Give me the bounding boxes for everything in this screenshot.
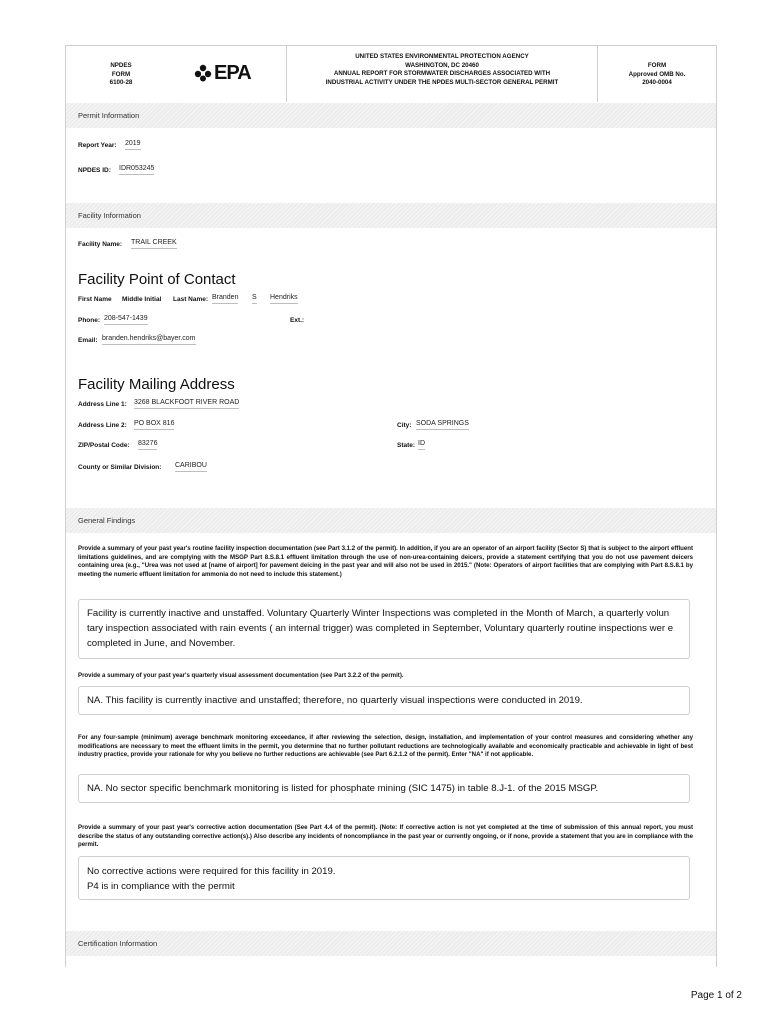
contact-heading: Facility Point of Contact [78,271,236,288]
section-header-certification: Certification Information [66,931,716,956]
agency-line: WASHINGTON, DC 20460 [405,61,479,69]
question-benchmark-exceedance: For any four-sample (minimum) average benchmark monitoring exceedance, if after reviewing the selection, design, installation, and implementation of your control measures and considering whether any modifications are necessary to meet the effluent limits in the permit, you determine that no further pollutant reductions are technologically available and economically practicable and achievable in light of best industry practice, provide your rationale for why you believe no further reductions are achievable (see Part 6.2.1.2 of the permit). Enter "NA" if not applicable. [78,734,693,759]
report-year-label: Report Year: [78,142,117,149]
county-field[interactable]: CARIBOU [175,462,207,472]
facility-name-label: Facility Name: [78,241,123,248]
middle-initial-field[interactable]: S [252,294,257,304]
answer-corrective-action[interactable] [78,856,690,900]
omb-line: 2040-0004 [642,79,672,86]
agency-line: UNITED STATES ENVIRONMENTAL PROTECTION AGENCY [355,53,529,60]
form-header [66,46,716,102]
epa-logo [194,62,258,84]
omb-line: FORM [647,62,667,69]
form-number-block [66,46,176,102]
phone-label: Phone: [78,317,101,324]
answer-corrective-action-line: P4 is in compliance with the permit [87,881,235,892]
phone-field[interactable]: 208-547-1439 [104,315,148,325]
address1-label: Address Line 1: [78,401,127,408]
address2-field[interactable]: PO BOX 816 [134,420,174,430]
city-label: City: [397,422,412,429]
omb-block [598,46,716,102]
first-name-field[interactable]: Branden [212,294,238,304]
report-year-field[interactable]: 2019 [125,140,141,150]
answer-visual-assessment[interactable]: NA. This facility is currently inactive and unstaffed; therefore, no quarterly visual inspections were conducted in 2019. [78,686,690,715]
state-field[interactable]: ID [418,440,425,450]
question-routine-inspection: Provide a summary of your past year's routine facility inspection documentation (see Part 3.1.2 of the permit). In addition, if you are an operator of an airport facility (Sector S) that is subject to the airport effluent limitations guidelines, and are complying with the MSGP Part 8.S.8.1 effluent limitation through the use of non-urea-containing deicers, provide a statement certifying that you do not use pavement deicers containing urea (e.g., "Urea was not used at [name of airport] for pavement deicing in the past year and will also not be used in 2015." (Note: Operators of airport facilities that are complying with Part 8.S.8.1 by meeting the numeric effluent limitation for ammonia do not need to include this statement.) [78,545,693,579]
epa-flower-icon [194,64,212,82]
last-name-label: Last Name: [173,296,209,303]
middle-initial-label: Middle Initial [122,296,162,303]
npdes-id-field[interactable]: IDR053245 [119,165,154,175]
section-header-findings: General Findings [66,508,716,533]
agency-line: INDUSTRIAL ACTIVITY UNDER THE NPDES MULTI-SECTOR GENERAL PERMIT [325,78,559,86]
form-number-line: NPDES [110,62,132,69]
email-label: Email: [78,337,98,344]
annual-report-form [65,45,717,967]
agency-title-block [286,46,598,102]
ext-label: Ext.: [290,317,305,324]
address1-field[interactable]: 3268 BLACKFOOT RIVER ROAD [134,399,239,409]
omb-line: Approved OMB No. [628,70,686,78]
facility-name-field[interactable]: TRAIL CREEK [131,239,177,249]
last-name-field[interactable]: Hendriks [270,294,298,304]
state-label: State: [397,442,416,449]
agency-line: ANNUAL REPORT FOR STORMWATER DISCHARGES ASSOCIATED WITH [333,70,551,77]
email-field[interactable]: branden.hendriks@bayer.com [102,335,196,345]
answer-corrective-action-line: No corrective actions were required for this facility in 2019. [87,866,336,877]
epa-logo-text: EPA [214,62,251,84]
form-number-line: 6100-28 [109,79,133,86]
answer-routine-inspection[interactable]: Facility is currently inactive and unstaffed. Voluntary Quarterly Winter Inspections was completed in the Month of March, a quarterly volun tary inspection associated with rain events ( an internal trigger) was completed in September, Voluntary quarterly routine inspections wer e completed in June, and November. [78,599,690,659]
mailing-heading: Facility Mailing Address [78,376,235,393]
city-field[interactable]: SODA SPRINGS [416,420,469,430]
first-name-label: First Name [78,296,112,303]
section-header-permit: Permit Information [66,103,716,128]
npdes-id-label: NPDES ID: [78,167,111,174]
zip-field[interactable]: 83276 [138,440,157,450]
question-visual-assessment: Provide a summary of your past year's quarterly visual assessment documentation (see Part 3.2.2 of the permit). [78,672,404,679]
form-number-line: FORM [111,70,131,78]
section-header-facility: Facility Information [66,203,716,228]
address2-label: Address Line 2: [78,422,127,429]
page-number: Page 1 of 2 [690,990,742,1001]
question-corrective-action: Provide a summary of your past year's corrective action documentation (See Part 4.4 of the permit). (Note: If corrective action is not yet completed at the time of submission of this annual report, you must describe the status of any outstanding corrective action(s).) Also describe any incidents of noncompliance in the past year or currently ongoing, or if none, provide a statement that you are in compliance with the permit. [78,824,693,849]
zip-label: ZIP/Postal Code: [78,442,130,449]
county-label: County or Similar Division: [78,464,162,471]
answer-benchmark-exceedance[interactable]: NA. No sector specific benchmark monitoring is listed for phosphate mining (SIC 1475) in table 8.J-1. of the 2015 MSGP. [78,774,690,803]
